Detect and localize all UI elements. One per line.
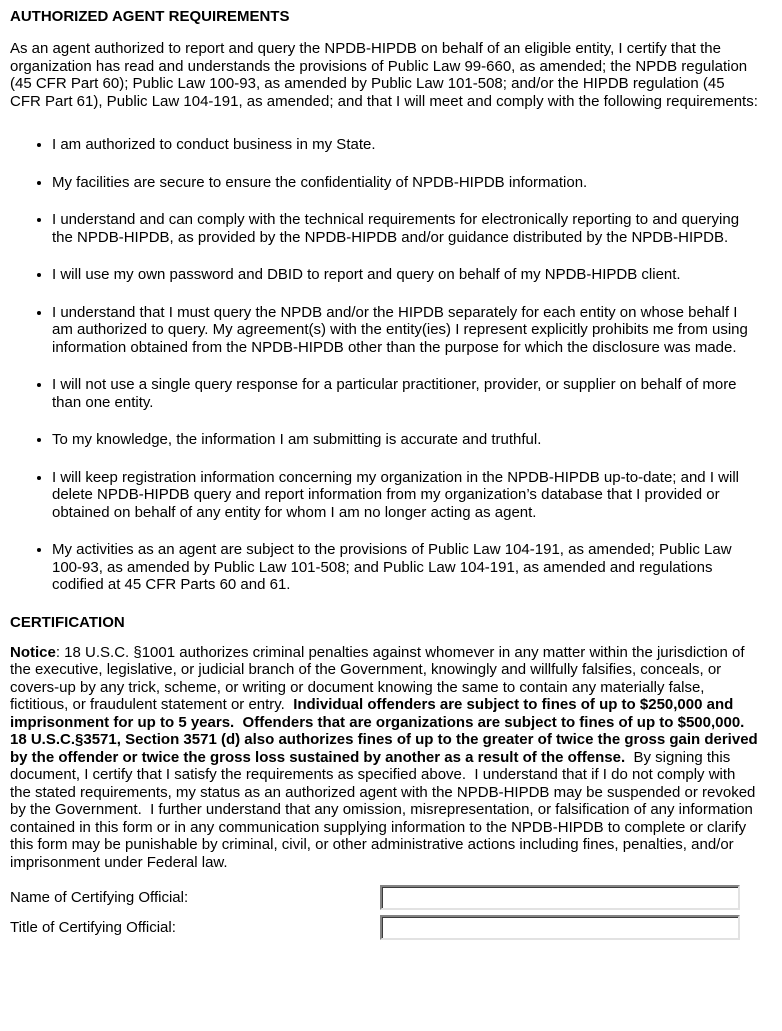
requirement-item: • I understand that I must query the NPDB and/or the HIPDB separately for each entity on whose behalf I am authorized to query. My agreement(s) with the entity(ies) I represent explicitly prohibits me from using information obtained from the NPDB-HIPDB other than the purpose for which the disclosure was made. (52, 304, 758, 357)
requirement-item: • To my knowledge, the information I am submitting is accurate and truthful. (52, 431, 758, 449)
notice-text-1: : 18 U.S.C. §1001 authorizes criminal penalties against whomever in any matter within the jurisdiction of the executive, legislative, or judicial branch of the Government, knowingly and willfully falsifies, conceals, or covers-up by any trick, scheme, or writing or document knowing the same to contain any materially false, fictitious, or fraudulent statement or entry. (10, 643, 749, 713)
requirements-list (10, 136, 758, 594)
requirement-item: • My facilities are secure to ensure the confidentiality of NPDB-HIPDB information. (52, 174, 758, 192)
requirement-item: • I will keep registration information concerning my organization in the NPDB-HIPDB up-to-date; and I will delete NPDB-HIPDB query and report information from my organization’s database that I provided or obtained on behalf of any entity for whom I am no longer acting as agent. (52, 469, 758, 522)
intro-paragraph: As an agent authorized to report and query the NPDB-HIPDB on behalf of an eligible entity, I certify that the organization has read and understands the provisions of Public Law 99-660, as amended; the NPDB regulation (45 CFR Part 60); Public Law 100-93, as amended by Public Law 101-508; and/or the HIPDB regulation (45 CFR Part 61), Public Law 104-191, as amended; and that I will meet and comply with the following requirements: (10, 40, 758, 110)
requirement-item: • I will not use a single query response for a particular practitioner, provider, or supplier on behalf of more than one entity. (52, 376, 758, 411)
name-of-certifying-official-input[interactable] (380, 885, 740, 910)
requirement-item: • I will use my own password and DBID to report and query on behalf of my NPDB-HIPDB client. (52, 266, 758, 284)
notice-label: Notice (10, 643, 56, 661)
certifying-official-form (10, 885, 758, 940)
certification-section-title: CERTIFICATION (10, 613, 125, 631)
title-of-certifying-official-label: Title of Certifying Official: (10, 919, 176, 936)
requirements-section-title: AUTHORIZED AGENT REQUIREMENTS (10, 8, 290, 25)
title-of-certifying-official-row (10, 915, 758, 940)
notice-bold-statement: Individual offenders are subject to fines of up to $250,000 and imprisonment for up to 5 years. Offenders that are organizations are subject to fines of up to $500,000. 18 U.S.C.§3571, Section 3571 (d) also authorizes fines of up to the greater of twice the gross gain derived by the offender or twice the gross loss sustained by another as a result of the offense. (10, 696, 762, 766)
requirement-item: • I understand and can comply with the technical requirements for electronically reporting to and querying the NPDB-HIPDB, as provided by the NPDB-HIPDB and/or guidance distributed by the NPDB-HIPDB. (52, 211, 758, 246)
notice-text-2: By signing this document, I certify that I satisfy the requirements as specified above. I understand that if I do not comply with the stated requirements, my status as an authorized agent with the NPDB-HIPDB may be suspended or revoked by the Government. I further understand that any omission, misrepresentation, or falsification of any information contained in this form or in any communication supplying information to the NPDB-HIPDB to complete or clarify this form may be punishable by criminal, civil, or other administrative actions including fines, penalties, and/or imprisonment under Federal law. (10, 748, 760, 871)
name-of-certifying-official-label: Name of Certifying Official: (10, 889, 189, 906)
requirement-item: • My activities as an agent are subject to the provisions of Public Law 104-191, as amended; Public Law 100-93, as amended by Public Law 101-508; and Public Law 104-191, as amended and regulations codified at 45 CFR Parts 60 and 61. (52, 541, 758, 594)
title-of-certifying-official-input[interactable] (380, 915, 740, 940)
requirement-item: • I am authorized to conduct business in my State. (52, 136, 758, 154)
notice-paragraph (10, 643, 762, 872)
name-of-certifying-official-row (10, 885, 758, 910)
